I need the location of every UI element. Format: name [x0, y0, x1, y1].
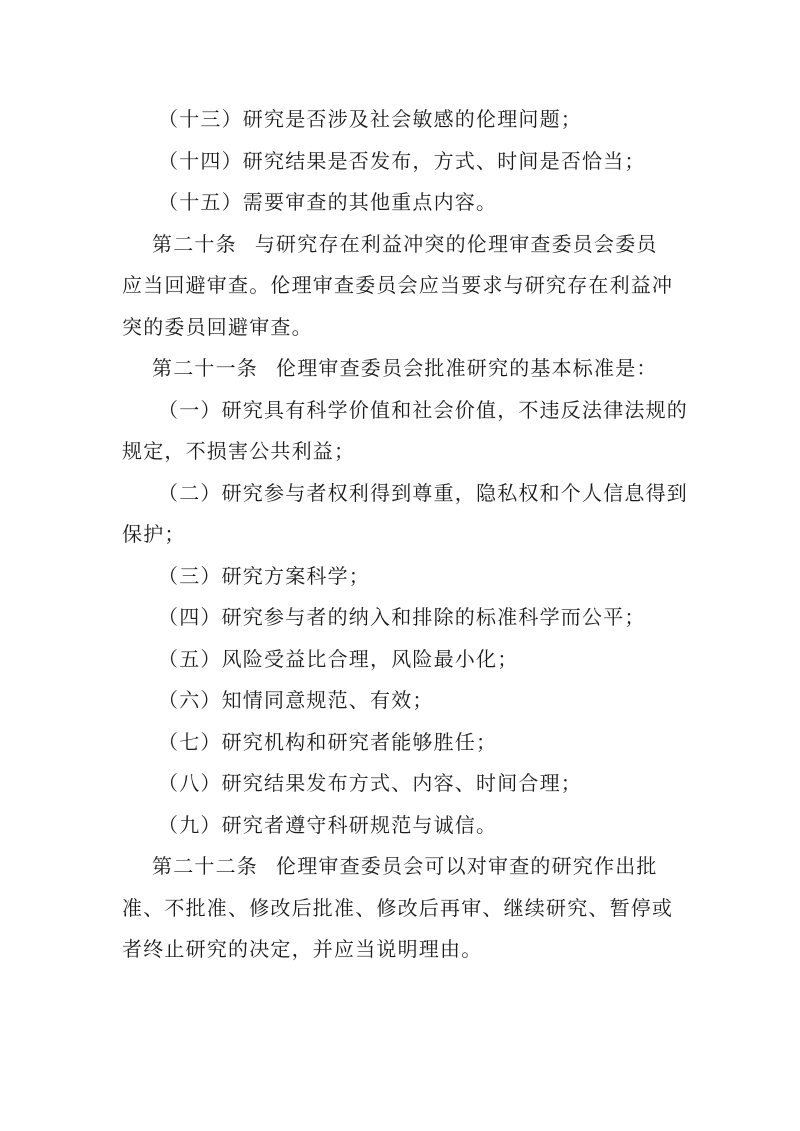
article-20-first-line: [122, 224, 688, 266]
article-21-item-9: （九）研究者遵守科研规范与诚信。: [158, 812, 498, 837]
list-item-14: （十四）研究结果是否发布，方式、时间是否恰当；: [158, 148, 646, 173]
document-body: [122, 99, 688, 971]
article-21-first-line: [122, 348, 688, 390]
article-21-item-2-line-1: （二）研究参与者权利得到尊重，隐私权和个人信息得到: [158, 480, 688, 505]
article-21-item-1-line-1: （一）研究具有科学价值和社会价值，不违反法律法规的: [158, 397, 688, 422]
article-22-text-line-2: 准、不批准、修改后批准、修改后再审、继续研究、暂停或: [122, 895, 674, 920]
article-21-item-1-line-2: 规定，不损害公共利益；: [122, 439, 356, 463]
article-20-text-line-1: 与研究存在利益冲突的伦理审查委员会委员: [254, 231, 658, 256]
article-20-text-line-2: 应当回避审查。伦理审查委员会应当要求与研究存在利益冲: [122, 273, 674, 297]
article-21-item-5: （五）风险受益比合理，风险最小化；: [158, 646, 519, 671]
article-22-text-line-1: 伦理审查委员会可以对审查的研究作出批: [276, 854, 658, 878]
article-21-text-line-1: 伦理审查委员会批准研究的基本标准是：: [276, 356, 658, 380]
article-22-text-line-3: 者终止研究的决定，并应当说明理由。: [122, 937, 483, 961]
article-21-number: 第二十一条: [152, 356, 258, 380]
article-22-number: 第二十二条: [152, 854, 258, 878]
article-21-item-6: （六）知情同意规范、有效；: [158, 688, 434, 712]
list-item-15: （十五）需要审查的其他重点内容。: [158, 190, 498, 214]
article-20-number: 第二十条: [152, 231, 237, 256]
article-21-item-7: （七）研究机构和研究者能够胜任；: [158, 729, 498, 754]
article-20-text-line-3: 突的委员回避审查。: [122, 314, 313, 339]
article-21-item-2-line-2: 保护；: [122, 522, 186, 546]
article-21-item-4: （四）研究参与者的纳入和排除的标准科学而公平；: [158, 605, 646, 629]
list-item-13: （十三）研究是否涉及社会敏感的伦理问题；: [158, 107, 582, 131]
article-21-item-8: （八）研究结果发布方式、内容、时间合理；: [158, 771, 582, 795]
article-21-item-3: （三）研究方案科学；: [158, 563, 370, 588]
article-22-first-line: [122, 846, 688, 888]
